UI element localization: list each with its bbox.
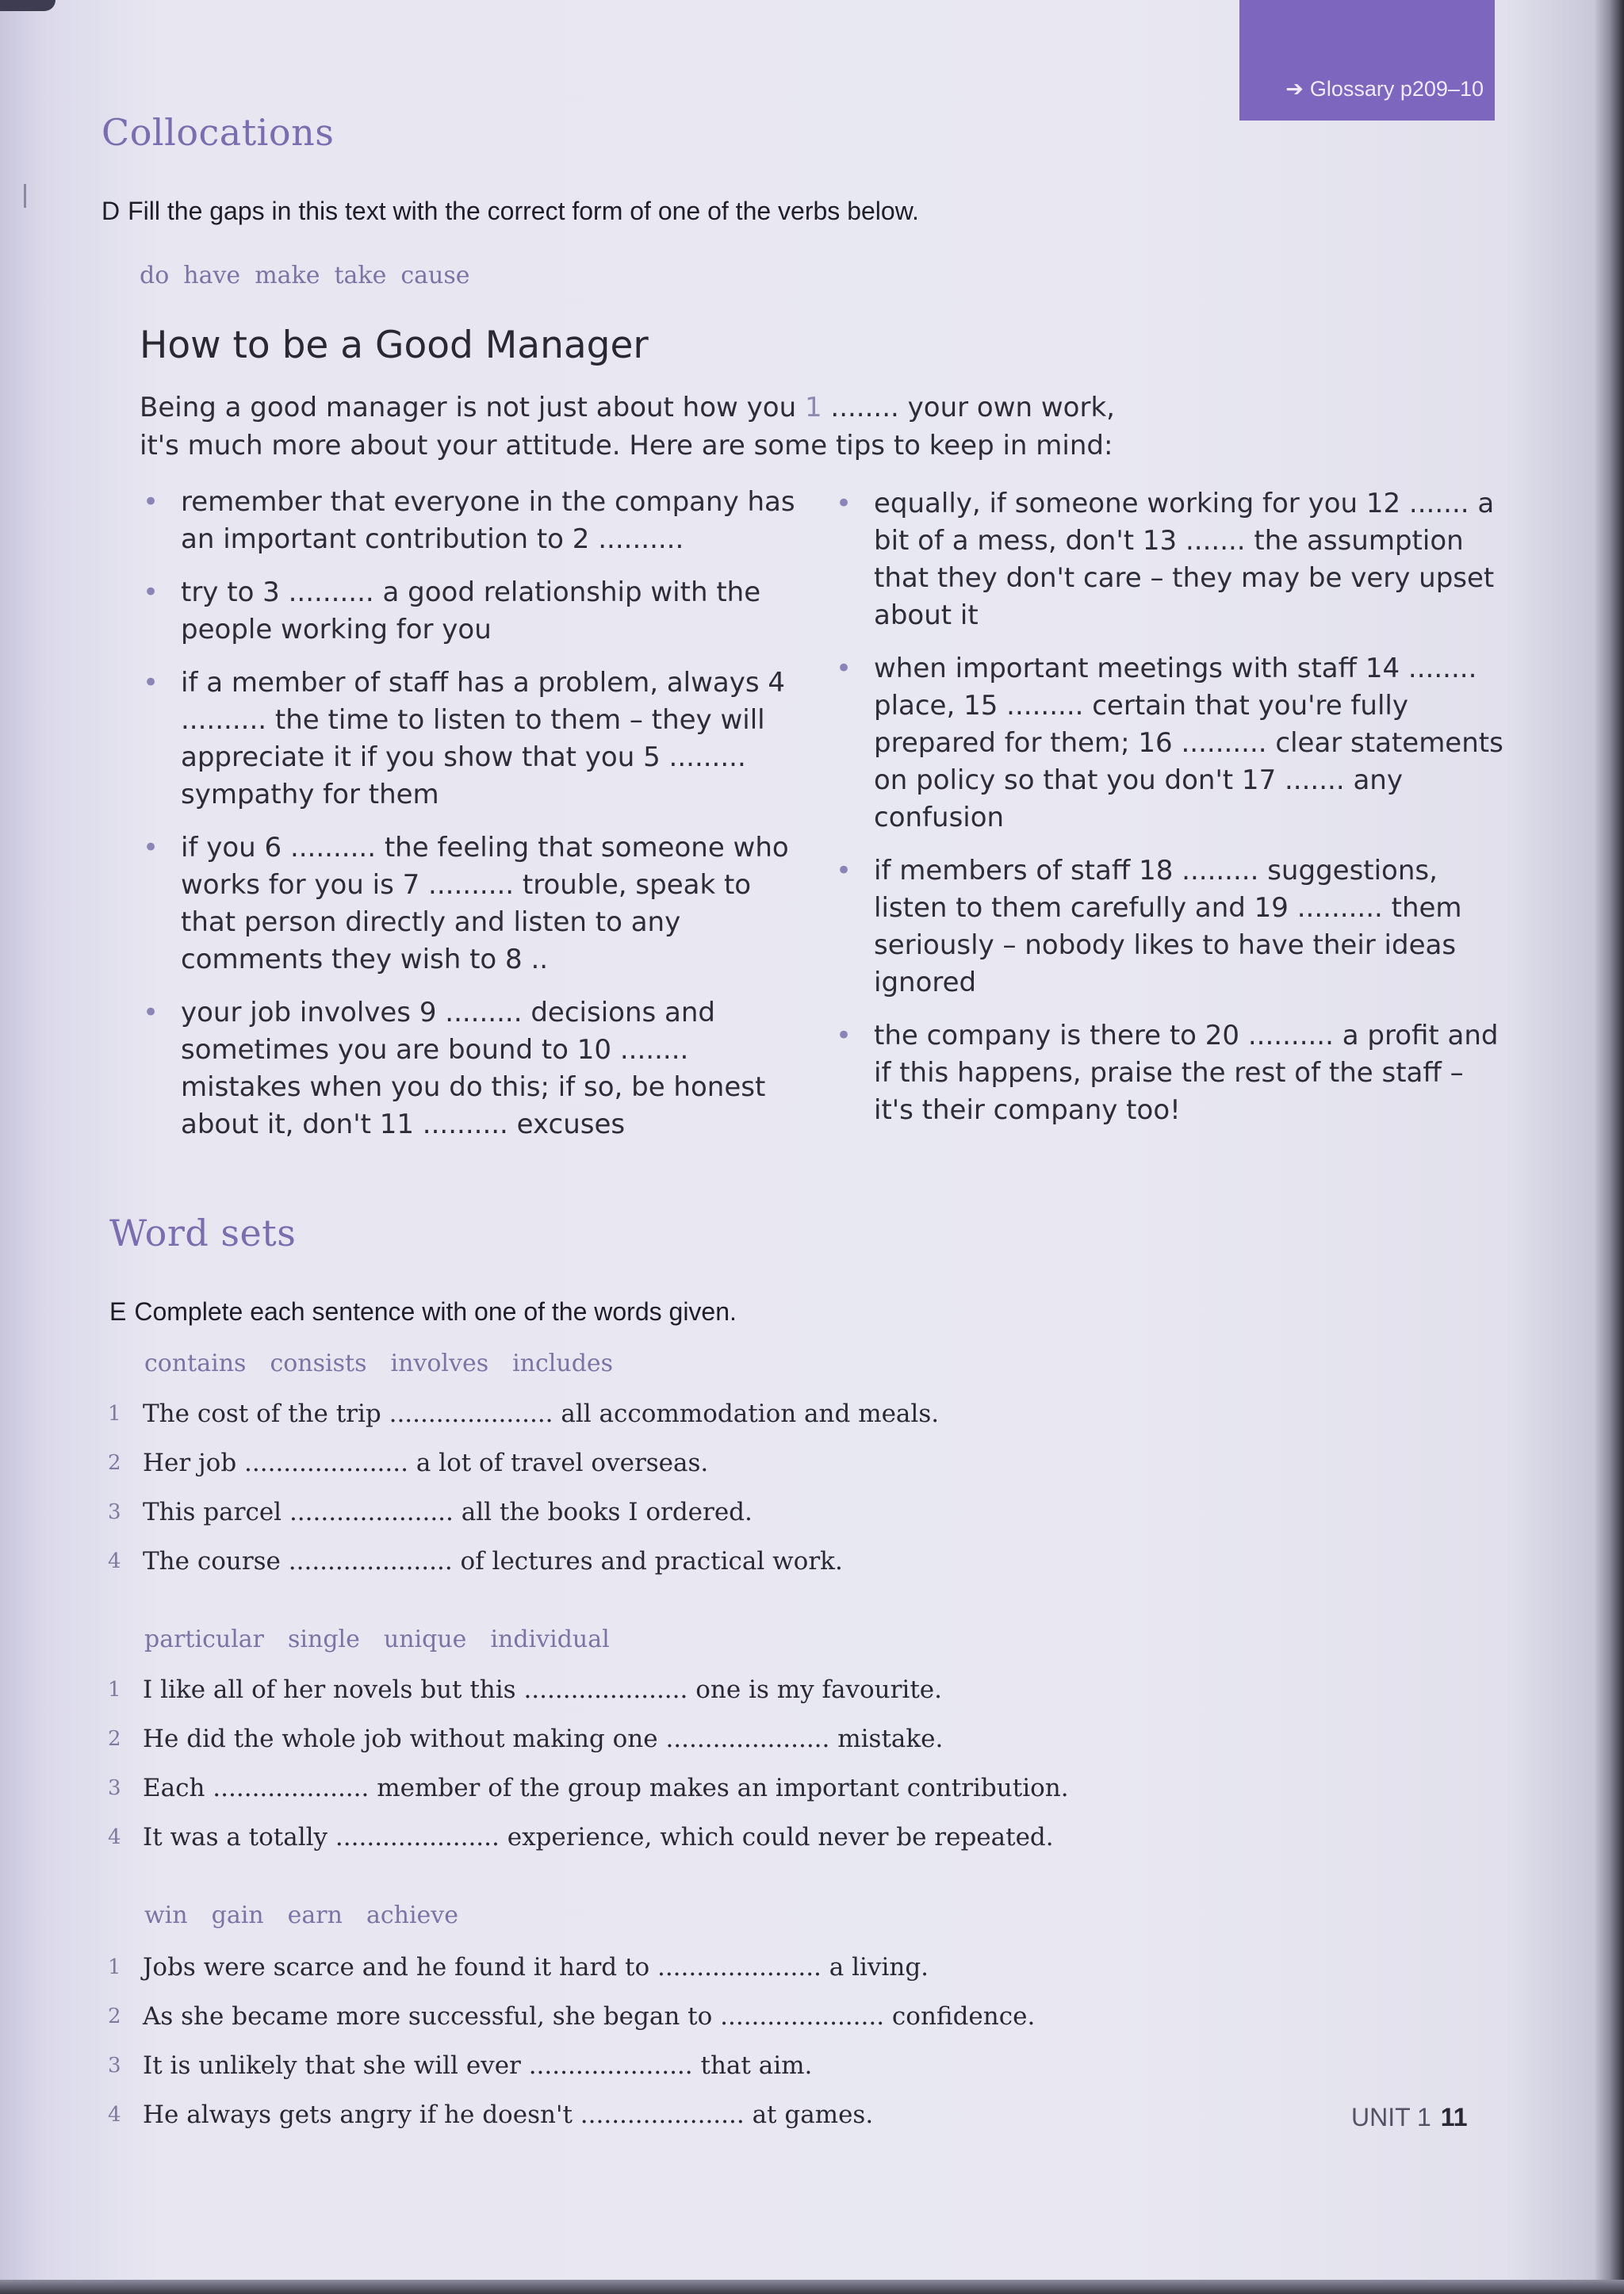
sentence-number: 3 <box>108 1500 121 1524</box>
sentence-number: 4 <box>108 1549 121 1573</box>
sentence-number: 1 <box>108 1955 121 1979</box>
word-option: consists <box>270 1350 367 1377</box>
instruction-text: Fill the gaps in this text with the correct form of one of the verbs below. <box>128 197 919 225</box>
sentence-item <box>108 1764 1069 1813</box>
word-group-box <box>144 1626 610 1653</box>
glossary-reference-text: Glossary p209–10 <box>1309 77 1484 101</box>
tip-item: • remember that everyone in the company has an important contribution to 2 .......... <box>140 484 806 558</box>
sentence-text: Her job ..................... a lot of travel overseas. <box>143 1449 709 1477</box>
sentence-text: The cost of the trip ..................... all accommodation and meals. <box>143 1400 940 1428</box>
sentence-text: It was a totally ..................... experience, which could never be repeated. <box>143 1823 1054 1852</box>
sentence-text: Jobs were scarce and he found it hard to ..................... a living. <box>143 1953 929 1982</box>
tip-item: • the company is there to 20 .......... a profit and if this happens, praise the rest of the staff – it's their company too! <box>833 1017 1507 1129</box>
page-bottom-edge <box>0 2280 1624 2294</box>
sentence-text: He always gets angry if he doesn't ..................... at games. <box>143 2101 874 2129</box>
sentence-item <box>108 1438 939 1488</box>
tip-item: • if members of staff 18 ......... suggestions, listen to them carefully and 19 .......... them seriously – nobody likes to have their ideas ignored <box>833 852 1507 1001</box>
article-title: How to be a Good Manager <box>140 324 649 367</box>
word-option: involves <box>390 1350 489 1377</box>
sentence-number: 1 <box>108 1402 121 1426</box>
sentence-text: As she became more successful, she began to ..................... confidence. <box>143 2002 1036 2031</box>
page-number: 11 <box>1440 2103 1468 2131</box>
sentence-item <box>108 1992 1035 2041</box>
instruction-text: Complete each sentence with one of the words given. <box>134 1297 737 1326</box>
sentence-item <box>108 1389 939 1438</box>
tip-item: • if you 6 .......... the feeling that someone who works for you is 7 .......... trouble, speak to that person directly and listen to any comments they wish to 8 .. <box>140 829 806 978</box>
exercise-e-instruction <box>109 1297 737 1327</box>
article-intro <box>140 389 1170 465</box>
sentence-text: I like all of her novels but this ..................... one is my favourite. <box>143 1676 942 1704</box>
sentence-number: 2 <box>108 1451 121 1475</box>
sentence-item <box>108 1488 939 1537</box>
tip-item: • if a member of staff has a problem, always 4 .......... the time to listen to them – they will appreciate it if you show that you 5 ......... sympathy for them <box>140 664 806 814</box>
verb-option: cause <box>400 262 470 289</box>
word-option: includes <box>512 1350 614 1377</box>
sentence-item <box>108 1714 1069 1764</box>
sentence-number: 3 <box>108 1776 121 1800</box>
intro-text-c: it's much more about your attitude. Here are some tips to keep in mind: <box>140 430 1113 461</box>
sentence-item <box>108 1813 1069 1862</box>
sentence-list <box>108 1943 1035 2139</box>
unit-label: UNIT 1 <box>1351 2103 1431 2131</box>
verb-option: have <box>183 262 241 289</box>
verb-box <box>140 262 470 289</box>
verb-option: take <box>334 262 387 289</box>
page-footer <box>1351 2103 1468 2132</box>
sentence-item <box>108 1665 1069 1714</box>
sentence-list <box>108 1389 939 1586</box>
sentence-number: 1 <box>108 1678 121 1702</box>
word-option: achieve <box>366 1901 458 1929</box>
page-corner-shadow <box>0 0 56 11</box>
sentence-number: 4 <box>108 1825 121 1849</box>
word-group-box <box>144 1350 613 1377</box>
intro-text-a: Being a good manager is not just about how you <box>140 392 805 423</box>
exercise-letter: E <box>109 1297 127 1326</box>
collocations-title: Collocations <box>102 111 335 154</box>
tips-list-left <box>140 484 806 1159</box>
gap-number: 1 <box>804 392 822 423</box>
word-option: particular <box>144 1626 265 1653</box>
sentence-text: Each .................... member of the group makes an important contribution. <box>143 1774 1069 1802</box>
sentence-item <box>108 2041 1035 2090</box>
sentence-number: 2 <box>108 1727 121 1751</box>
margin-mark <box>24 184 26 208</box>
word-group-box <box>144 1901 458 1929</box>
tips-list-right <box>833 485 1507 1145</box>
tip-item: • when important meetings with staff 14 ........ place, 15 ......... certain that you're fully prepared for them; 16 .......... clear statements on policy so that you don't 17 ....... any confusion <box>833 650 1507 837</box>
sentence-item <box>108 1943 1035 1992</box>
intro-text-b: ........ your own work, <box>822 392 1115 423</box>
word-option: gain <box>211 1901 264 1929</box>
verb-option: do <box>140 262 170 289</box>
sentence-text: The course ..................... of lectures and practical work. <box>143 1547 843 1576</box>
sentence-number: 3 <box>108 2054 121 2078</box>
arrow-right-icon: ➔ <box>1285 77 1304 101</box>
word-option: win <box>144 1901 188 1929</box>
tip-item: • equally, if someone working for you 12 ....... a bit of a mess, don't 13 ....... the assumption that they don't care – they may be very upset about it <box>833 485 1507 634</box>
word-option: contains <box>144 1350 247 1377</box>
sentence-list <box>108 1665 1069 1862</box>
word-option: unique <box>383 1626 467 1653</box>
glossary-reference-tab <box>1239 0 1495 121</box>
exercise-d-instruction <box>102 197 919 226</box>
sentence-text: This parcel ..................... all the books I ordered. <box>143 1498 753 1526</box>
word-option: single <box>288 1626 360 1653</box>
tip-item: • try to 3 .......... a good relationship with the people working for you <box>140 574 806 649</box>
word-option: earn <box>287 1901 343 1929</box>
sentence-text: It is unlikely that she will ever ..................... that aim. <box>143 2051 813 2080</box>
verb-option: make <box>255 262 320 289</box>
sentence-item <box>108 1537 939 1586</box>
word-option: individual <box>490 1626 610 1653</box>
sentence-number: 2 <box>108 2005 121 2028</box>
sentence-item <box>108 2090 1035 2139</box>
sentence-number: 4 <box>108 2103 121 2127</box>
word-sets-title: Word sets <box>109 1212 297 1254</box>
sentence-text: He did the whole job without making one ..................... mistake. <box>143 1725 944 1753</box>
tip-item: • your job involves 9 ......... decisions and sometimes you are bound to 10 ........ mistakes when you do this; if so, be honest about it, don't 11 .......... excuses <box>140 994 806 1143</box>
exercise-letter: D <box>102 197 121 225</box>
